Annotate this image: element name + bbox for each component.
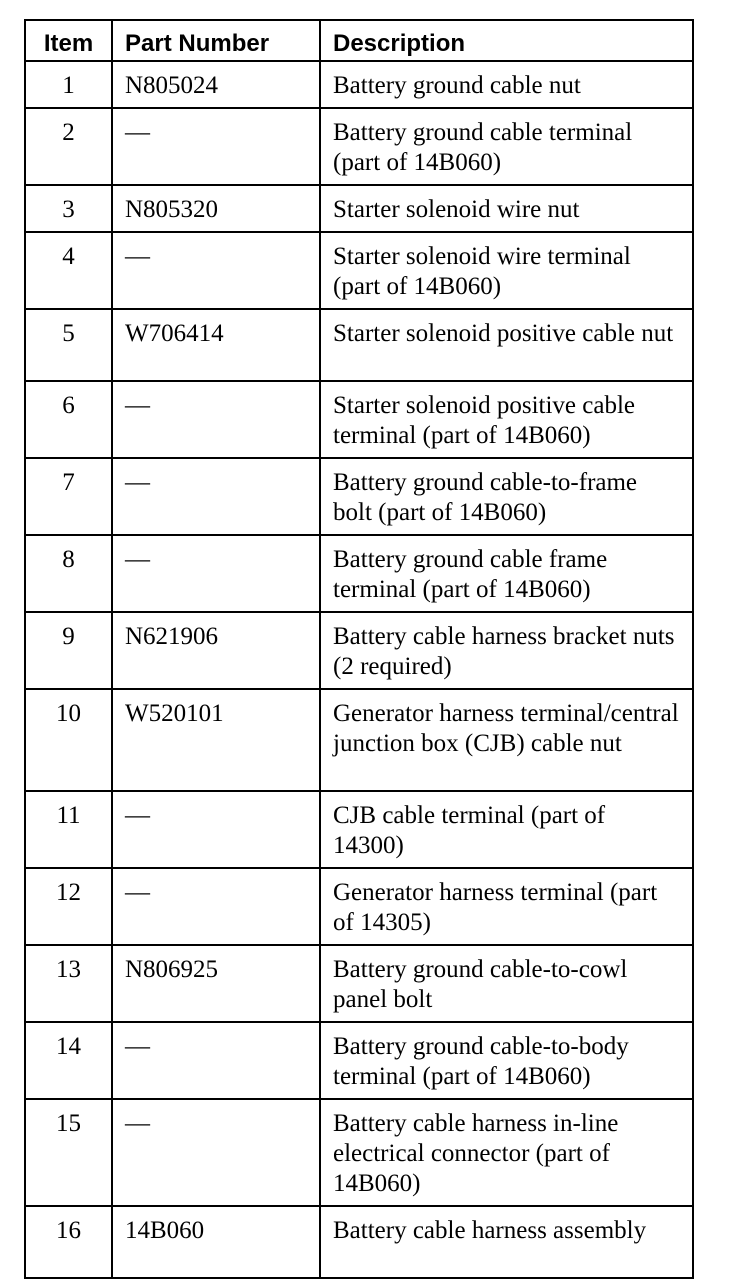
table-row [25,612,693,689]
description: Battery ground cable nut [320,61,693,108]
item-column-header: Item [25,20,112,61]
part-number: — [112,791,320,868]
item-number: 7 [25,458,112,535]
table-row [25,535,693,612]
item-number: 2 [25,108,112,185]
description: Battery cable harness in-line electrical connector (part of 14B060) [320,1099,693,1206]
description: Battery ground cable-to-frame bolt (part of 14B060) [320,458,693,535]
item-number: 9 [25,612,112,689]
part-number: W706414 [112,309,320,381]
description: Starter solenoid positive cable nut [320,309,693,381]
item-number: 8 [25,535,112,612]
description: CJB cable terminal (part of 14300) [320,791,693,868]
description-column-header: Description [320,20,693,61]
item-number: 13 [25,945,112,1022]
description: Starter solenoid wire terminal (part of 14B060) [320,232,693,309]
part-number-column-header: Part Number [112,20,320,61]
table-row [25,232,693,309]
part-number: — [112,535,320,612]
table-row [25,1206,693,1278]
description: Battery cable harness assembly [320,1206,693,1278]
description: Generator harness terminal/central junction box (CJB) cable nut [320,689,693,791]
item-number: 6 [25,381,112,458]
description: Battery ground cable-to-cowl panel bolt [320,945,693,1022]
description: Battery cable harness bracket nuts (2 required) [320,612,693,689]
table-row [25,61,693,108]
item-number: 11 [25,791,112,868]
item-number: 4 [25,232,112,309]
description: Battery ground cable-to-body terminal (part of 14B060) [320,1022,693,1099]
table-row [25,309,693,381]
part-number: — [112,232,320,309]
table-row [25,458,693,535]
part-number: W520101 [112,689,320,791]
item-number: 15 [25,1099,112,1206]
table-row [25,791,693,868]
part-number: — [112,1099,320,1206]
parts-table [24,19,694,1279]
description: Starter solenoid wire nut [320,185,693,232]
item-number: 3 [25,185,112,232]
part-number: — [112,1022,320,1099]
table-row [25,945,693,1022]
table-row [25,381,693,458]
part-number: N805320 [112,185,320,232]
item-number: 1 [25,61,112,108]
table-row [25,1099,693,1206]
item-number: 16 [25,1206,112,1278]
table-row [25,108,693,185]
part-number: — [112,868,320,945]
part-number: — [112,381,320,458]
item-number: 10 [25,689,112,791]
part-number: 14B060 [112,1206,320,1278]
part-number: N805024 [112,61,320,108]
table-row [25,185,693,232]
item-number: 12 [25,868,112,945]
description: Generator harness terminal (part of 14305) [320,868,693,945]
part-number: N806925 [112,945,320,1022]
table-row [25,689,693,791]
table-row [25,868,693,945]
description: Battery ground cable frame terminal (part of 14B060) [320,535,693,612]
description: Starter solenoid positive cable terminal (part of 14B060) [320,381,693,458]
part-number: — [112,108,320,185]
item-number: 14 [25,1022,112,1099]
part-number: — [112,458,320,535]
table-row [25,1022,693,1099]
item-number: 5 [25,309,112,381]
description: Battery ground cable terminal (part of 14B060) [320,108,693,185]
part-number: N621906 [112,612,320,689]
header-row [25,20,693,61]
